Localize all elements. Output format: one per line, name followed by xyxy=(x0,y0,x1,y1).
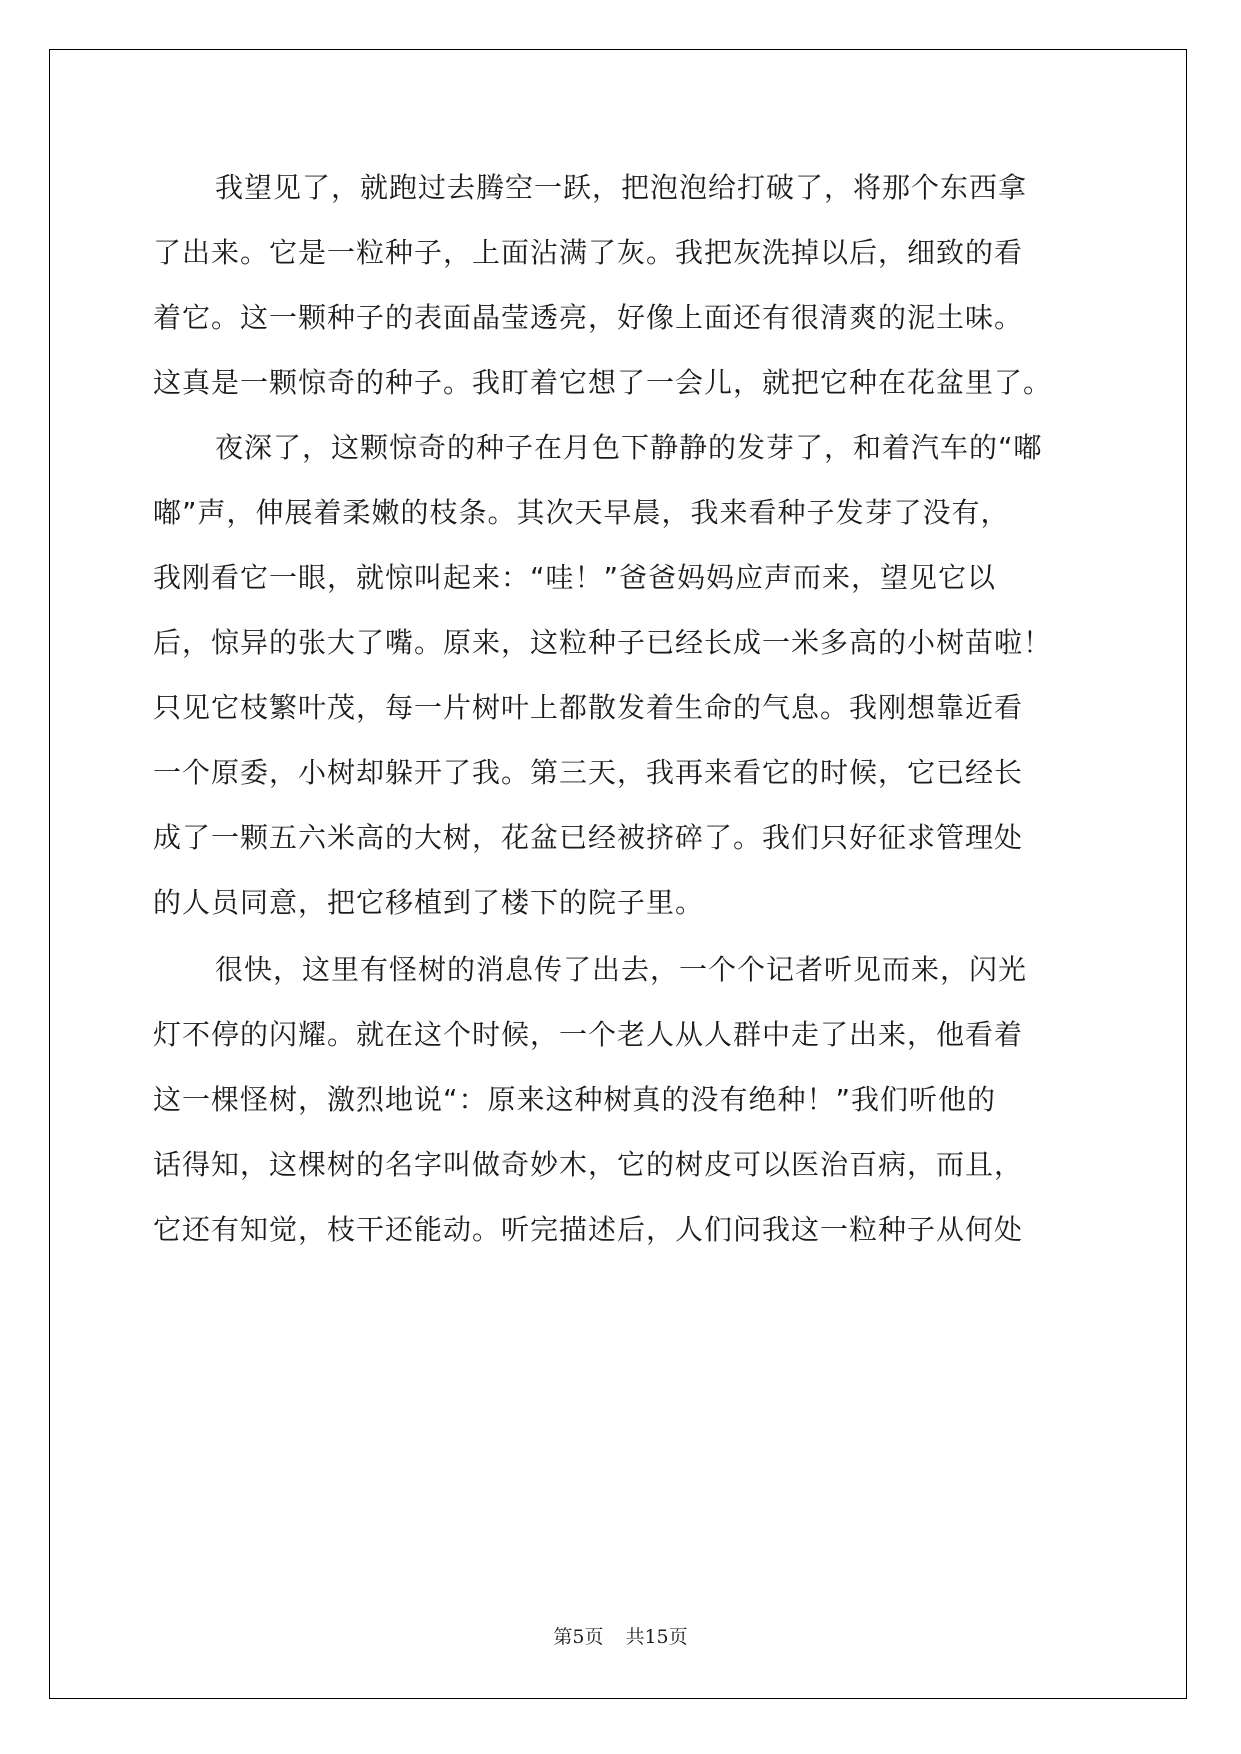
paragraph-3-line-1: 很快，这里有怪树的消息传了出去，一个个记者听见而来，闪光 xyxy=(215,953,1028,986)
paragraph-2-line-4: 后，惊异的张大了嘴。原来，这粒种子已经长成一米多高的小树苗啦！ xyxy=(153,626,1053,659)
paragraph-1-line-1: 我望见了，就跑过去腾空一跃，把泡泡给打破了，将那个东西拿 xyxy=(215,171,1028,204)
paragraph-3-line-4: 话得知，这棵树的名字叫做奇妙木，它的树皮可以医治百病，而且， xyxy=(153,1148,1024,1181)
paragraph-3-line-3: 这一棵怪树，激烈地说“：原来这种树真的没有绝种！”我们听他的 xyxy=(153,1083,997,1116)
page-border xyxy=(49,49,1187,1699)
paragraph-2-line-8: 的人员同意，把它移植到了楼下的院子里。 xyxy=(153,886,705,919)
paragraph-1-line-4: 这真是一颗惊奇的种子。我盯着它想了一会儿，就把它种在花盆里了。 xyxy=(153,366,1053,399)
paragraph-2-line-7: 成了一颗五六米高的大树，花盆已经被挤碎了。我们只好征求管理处 xyxy=(153,821,1024,854)
paragraph-2-line-6: 一个原委，小树却躲开了我。第三天，我再来看它的时候，它已经长 xyxy=(153,756,1024,789)
paragraph-3-line-5: 它还有知觉，枝干还能动。听完描述后，人们问我这一粒种子从何处 xyxy=(153,1213,1024,1246)
paragraph-2-line-2: 嘟”声，伸展着柔嫩的枝条。其次天早晨，我来看种子发芽了没有， xyxy=(153,496,1010,529)
page-footer xyxy=(0,1622,1241,1649)
paragraph-1-line-2: 了出来。它是一粒种子，上面沾满了灰。我把灰洗掉以后，细致的看 xyxy=(153,236,1024,269)
paragraph-2-line-1: 夜深了，这颗惊奇的种子在月色下静静的发芽了，和着汽车的“嘟 xyxy=(215,431,1043,464)
paragraph-3-line-2: 灯不停的闪耀。就在这个时候，一个老人从人群中走了出来，他看着 xyxy=(153,1018,1024,1051)
page-number: 第5页 xyxy=(553,1626,604,1648)
paragraph-1-line-3: 着它。这一颗种子的表面晶莹透亮，好像上面还有很清爽的泥土味。 xyxy=(153,301,1024,334)
paragraph-2-line-5: 只见它枝繁叶茂，每一片树叶上都散发着生命的气息。我刚想靠近看 xyxy=(153,691,1024,724)
page-total: 共15页 xyxy=(625,1626,688,1648)
paragraph-2-line-3: 我刚看它一眼，就惊叫起来：“哇！”爸爸妈妈应声而来，望见它以 xyxy=(153,561,997,594)
